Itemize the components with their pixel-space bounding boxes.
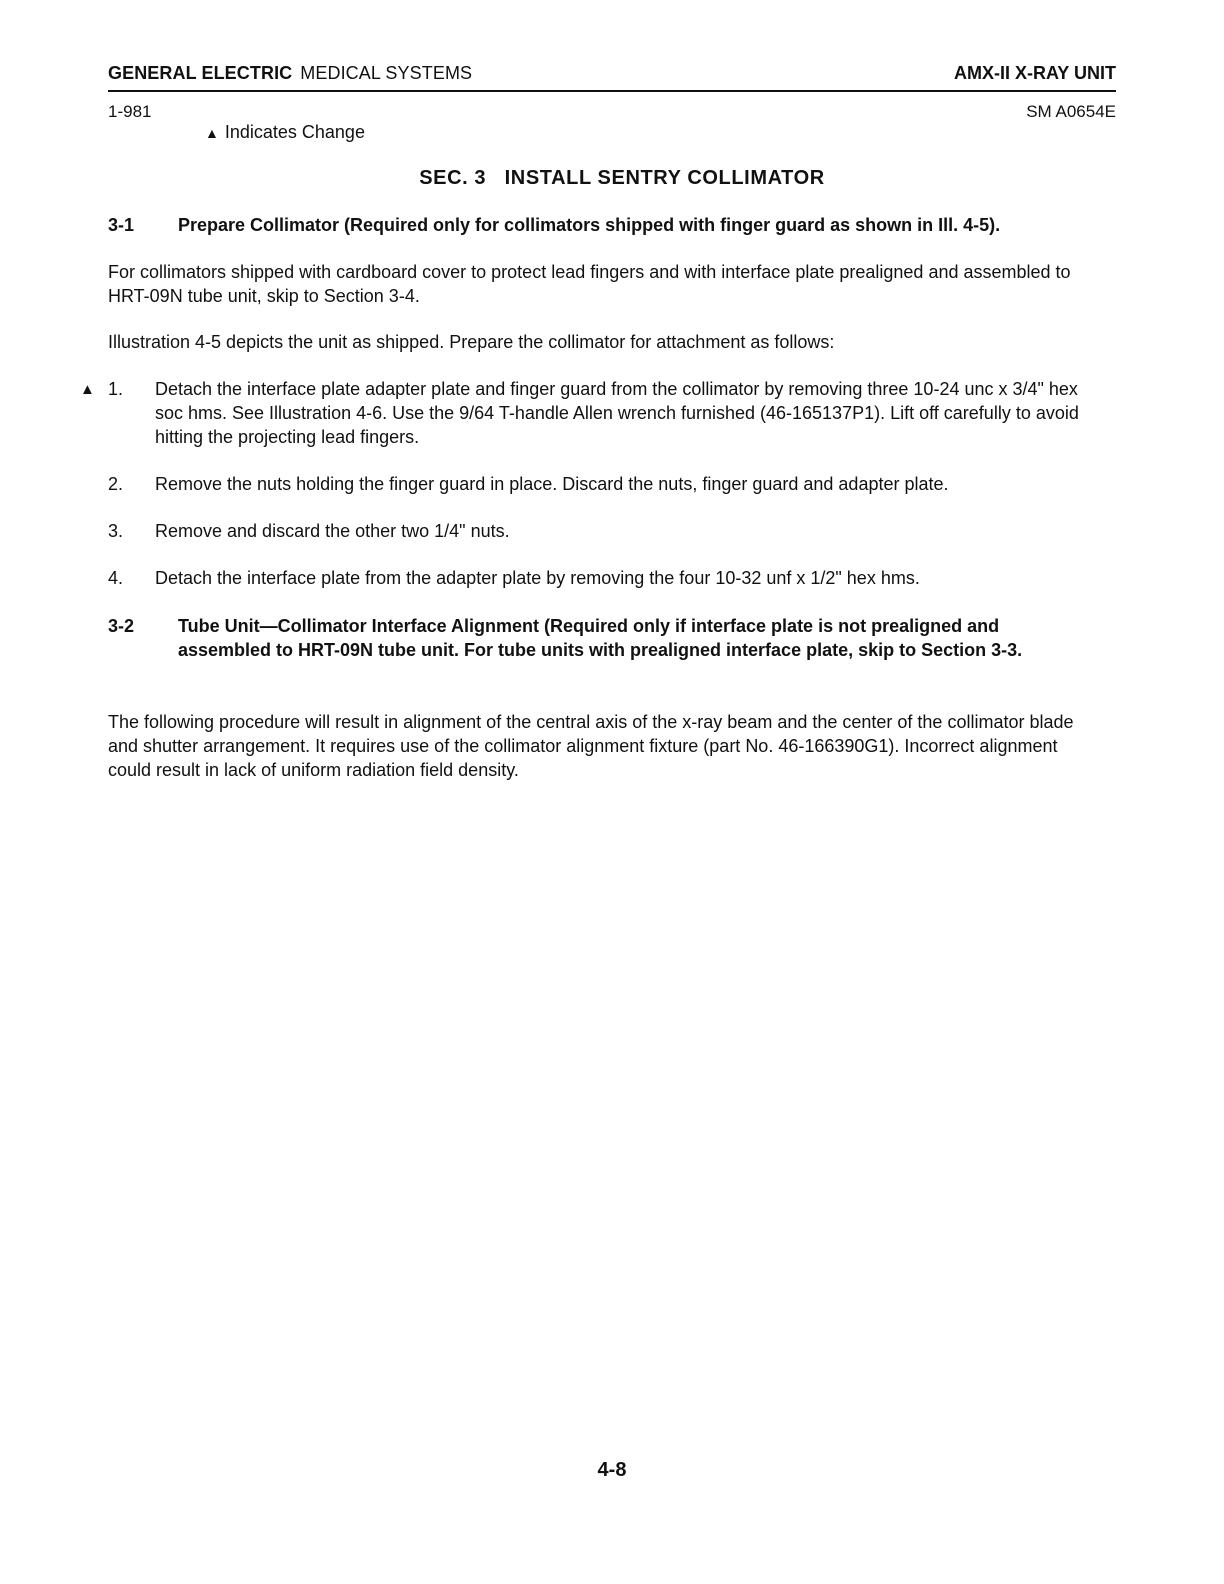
change-legend-text: Indicates Change: [224, 122, 365, 142]
illustration-paragraph: Illustration 4-5 depicts the unit as shipped. Prepare the collimator for attachment as follows:: [108, 332, 835, 352]
change-triangle-icon: ▲: [205, 125, 219, 141]
change-legend: [205, 122, 365, 143]
step-text: Remove and discard the other two 1/4" nuts.: [155, 521, 510, 541]
company-name: GENERAL ELECTRIC: [108, 63, 293, 83]
procedure-paragraph: The following procedure will result in alignment of the central axis of the x-ray beam and the center of the collimator blade and shutter arrangement. It requires use of the collimator alignment fixture (part No. 46-166390G1). Incorrect alignment could result in lack of uniform radiation field density.: [108, 712, 1074, 780]
step-text: Detach the interface plate adapter plate and finger guard from the collimator by removing three 10-24 unc x 3/4" hex soc hms. See Illustration 4-6. Use the 9/64 T-handle Allen wrench furnished (46-165137P1). Lift off carefully to avoid hitting the projecting lead fingers.: [155, 379, 1079, 447]
step-text: Detach the interface plate from the adapter plate by removing the four 10-32 unf x 1/2" hex hms.: [155, 568, 920, 588]
manual-code: SM A0654E: [1026, 102, 1116, 121]
step-number: 1.: [108, 379, 124, 399]
step-text: Remove the nuts holding the finger guard in place. Discard the nuts, finger guard and adapter plate.: [155, 474, 949, 494]
subsection-heading-3-1: [108, 213, 1116, 237]
subsection-number: 3-1: [108, 215, 135, 235]
step-1: [80, 377, 1109, 449]
subsection-number: 3-2: [108, 616, 135, 636]
page-number: 4-8: [597, 1459, 627, 1481]
revision-date: 1-981: [108, 102, 152, 121]
product-name: AMX-II X-RAY UNIT: [953, 63, 1116, 83]
division-name: MEDICAL SYSTEMS: [300, 63, 473, 83]
subsection-title: Tube Unit—Collimator Interface Alignment (Required only if interface plate is not prealigned and assembled to HRT-09N tube unit. For tube units with prealigned interface plate, skip to Section 3-3.: [178, 616, 1023, 660]
step-4: [108, 566, 1109, 590]
step-number: 3.: [108, 521, 124, 541]
subsection-title: Prepare Collimator (Required only for collimators shipped with finger guard as shown in Ill. 4-5).: [178, 215, 1001, 235]
subsection-heading-3-2: [108, 614, 1074, 662]
step-3: [108, 519, 1109, 543]
section-title: SEC. 3 INSTALL SENTRY COLLIMATOR: [419, 167, 825, 189]
step-number: 4.: [108, 568, 124, 588]
intro-paragraph: For collimators shipped with cardboard cover to protect lead fingers and with interface plate prealigned and assembled to HRT-09N tube unit, skip to Section 3-4.: [108, 262, 1071, 306]
header-divider: [108, 90, 1116, 92]
header-left: [108, 63, 472, 84]
change-triangle-icon: ▲: [80, 381, 95, 398]
step-2: [108, 472, 1109, 496]
step-number: 2.: [108, 474, 124, 494]
